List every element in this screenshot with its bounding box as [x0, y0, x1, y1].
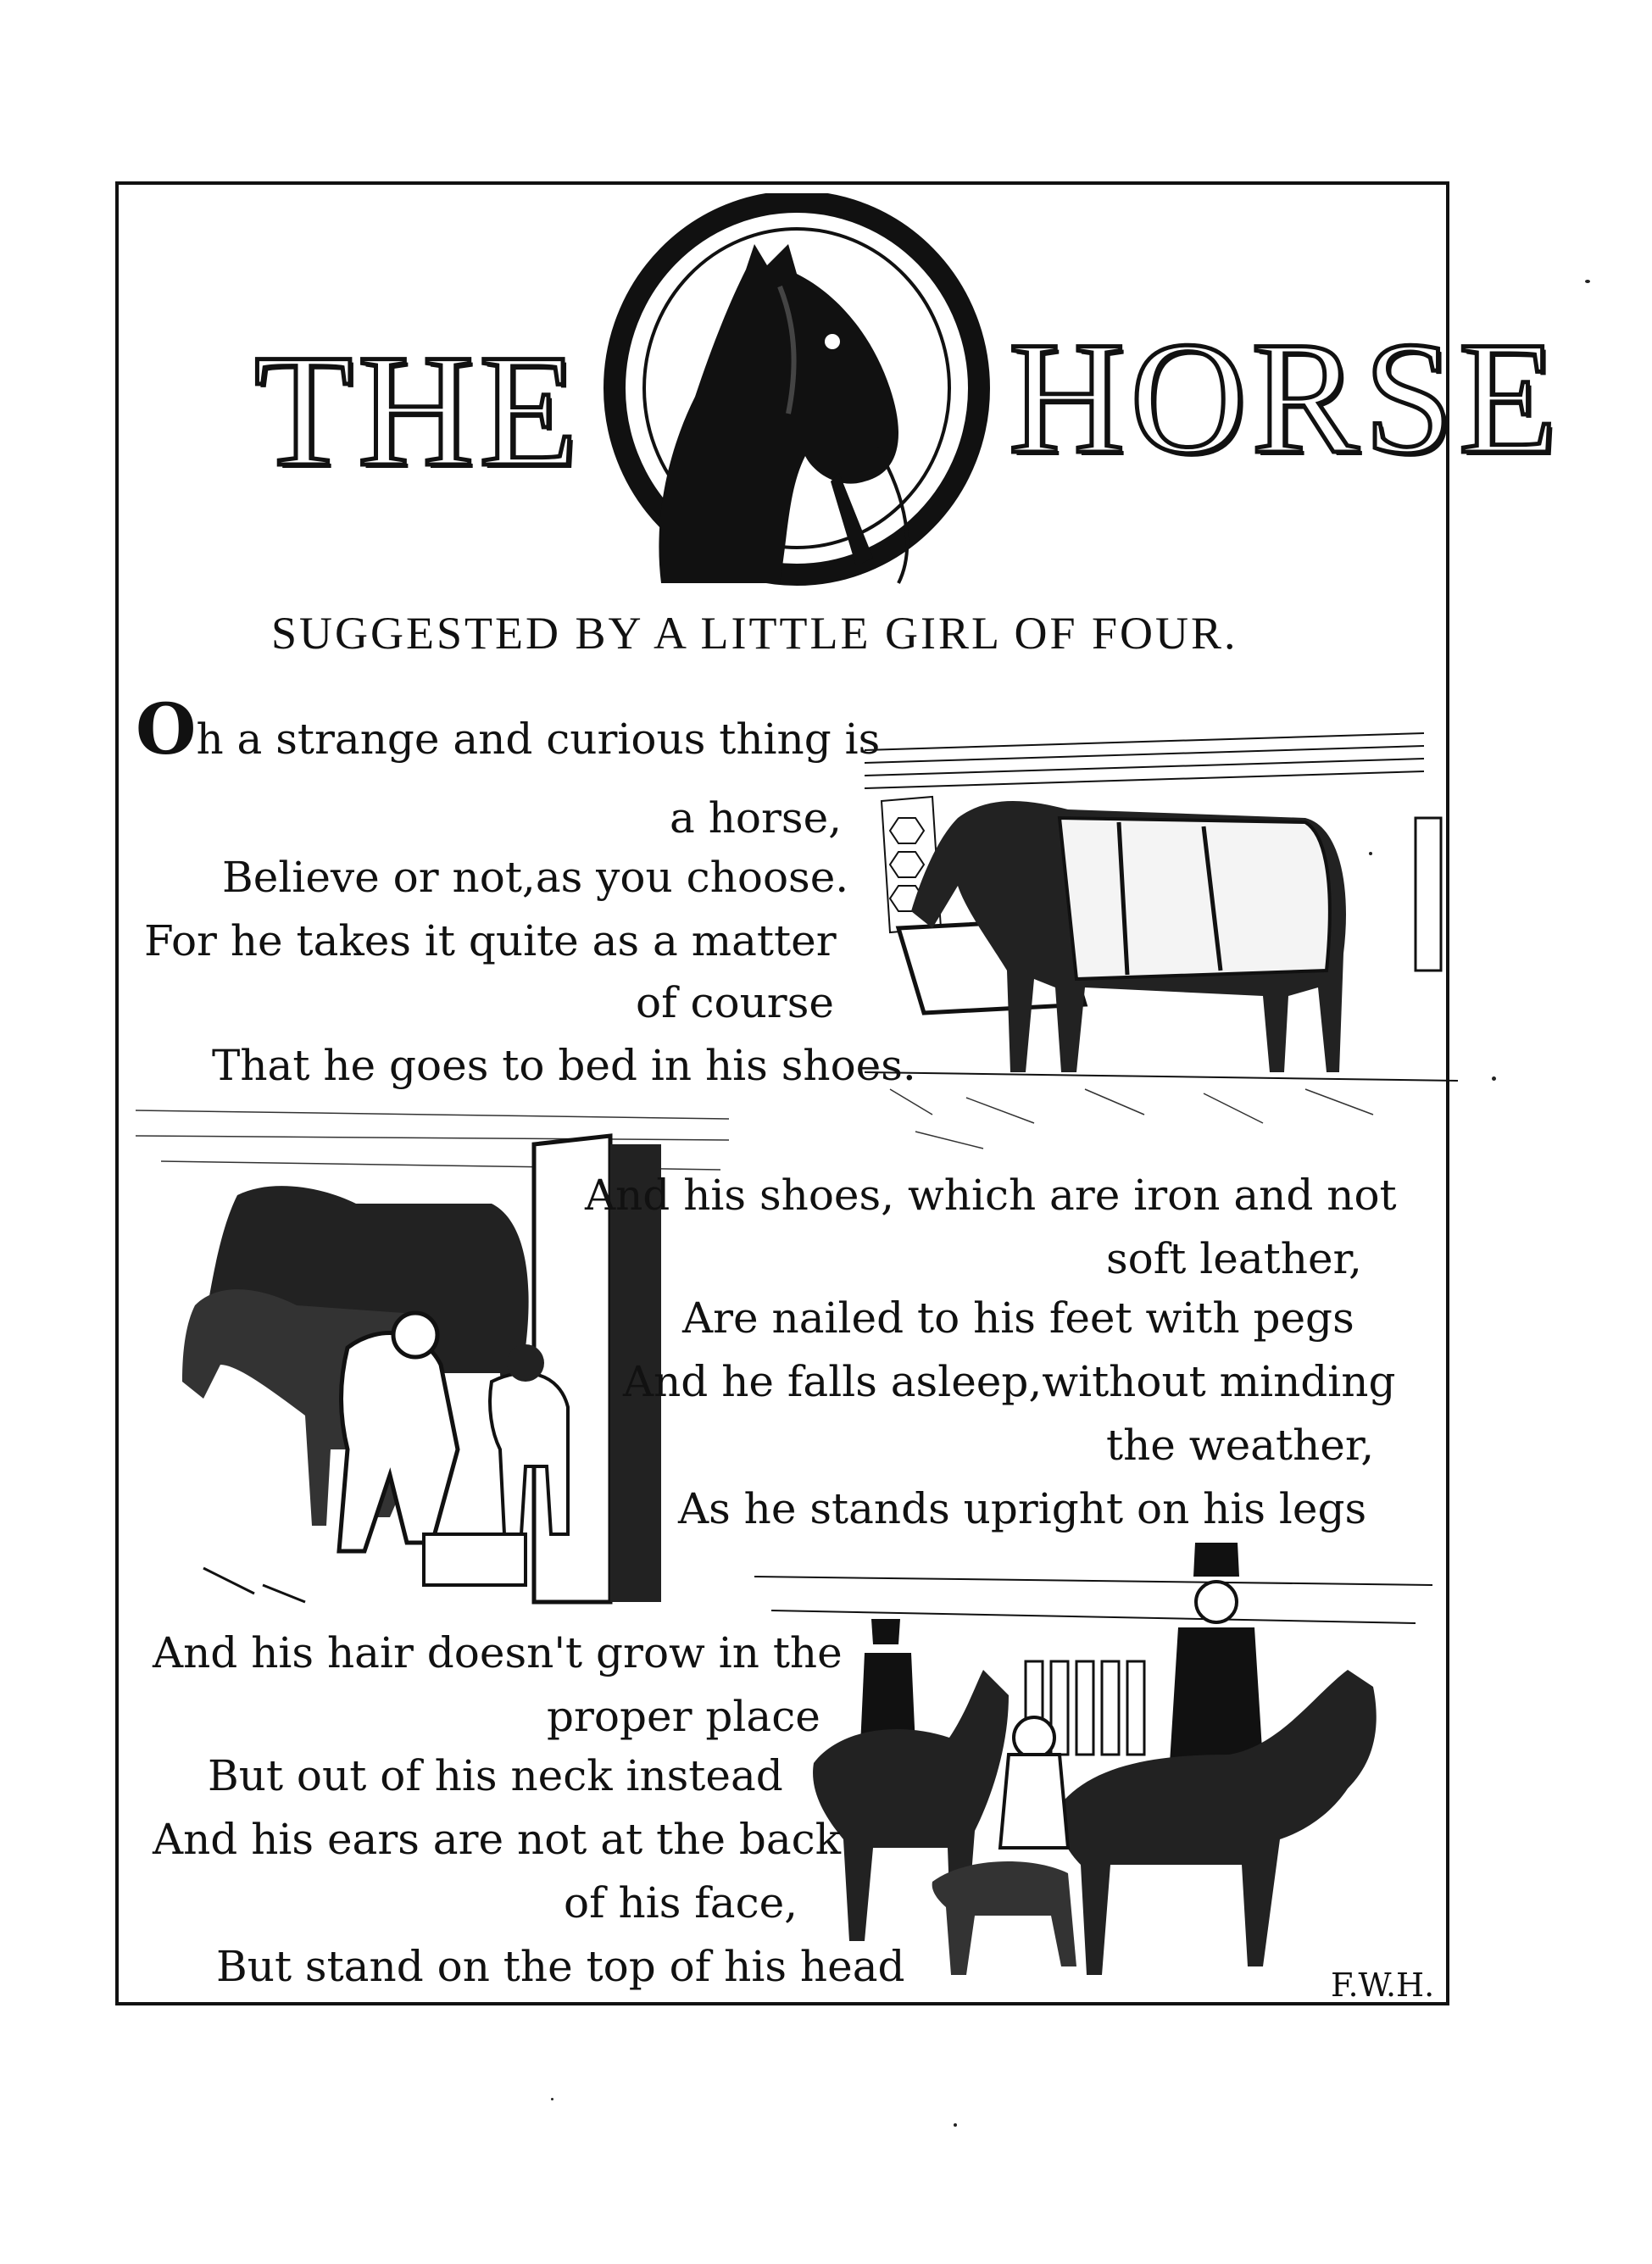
title-the: THE: [254, 322, 583, 500]
print-speck: [1369, 852, 1372, 855]
poem-line-2: a horse,: [670, 793, 843, 843]
poem-line-10: And he falls asleep,without minding: [623, 1357, 1396, 1406]
poem-line-9: Are nailed to his feet with pegs: [682, 1293, 1354, 1343]
riders-illustration: [754, 1543, 1432, 2000]
print-speck: [1492, 1076, 1496, 1081]
horseshoe-horse-head-illustration: [585, 193, 1009, 609]
print-speck: [1585, 280, 1590, 283]
poem-line-3: Believe or not,as you choose.: [222, 853, 849, 902]
poem-line-8: soft leather,: [1106, 1234, 1362, 1283]
artist-signature: F.W.H.: [1331, 1966, 1435, 2004]
poem-line-16: And his ears are not at the back: [153, 1815, 841, 1864]
poem-line-14: proper place: [547, 1692, 820, 1741]
subtitle: SUGGESTED BY A LITTLE GIRL OF FOUR.: [271, 608, 1238, 659]
poem-line-17: of his face,: [564, 1878, 798, 1927]
stable-horse-illustration: [865, 716, 1458, 1157]
title-horse: HORSE: [1009, 309, 1562, 487]
poem-line-13: And his hair doesn't grow in the: [153, 1628, 843, 1677]
poem-line-5: of course: [636, 978, 834, 1027]
poem-line-1-text: h a strange and curious thing is: [196, 715, 881, 764]
poem-line-6: That he goes to bed in his shoes.: [212, 1041, 916, 1090]
poem-line-4: For he takes it quite as a matter: [144, 916, 837, 965]
poem-line-12: As he stands upright on his legs: [678, 1484, 1367, 1533]
print-speck: [954, 2123, 957, 2127]
poem-line-18: But stand on the top of his head: [216, 1942, 905, 1991]
poem-line-1: [136, 689, 881, 770]
print-speck: [551, 2098, 553, 2100]
poem-line-11: the weather,: [1106, 1421, 1375, 1470]
poem-line-15: But out of his neck instead: [208, 1751, 783, 1800]
drop-cap: O: [136, 689, 197, 770]
poem-line-7: And his shoes, which are iron and not: [585, 1171, 1397, 1220]
